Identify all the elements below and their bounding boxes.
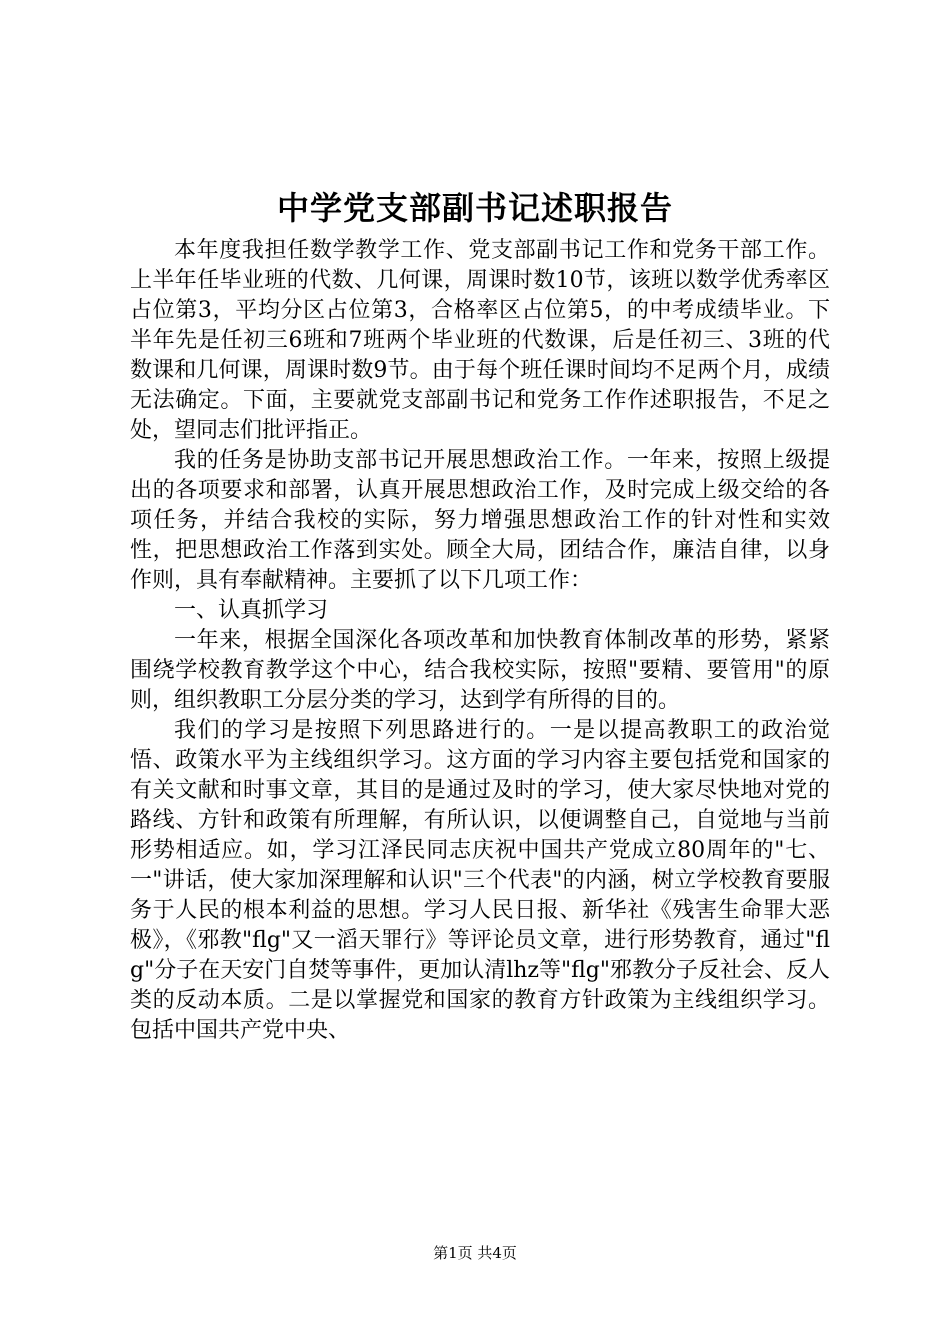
paragraph-tasks: 我的任务是协助支部书记开展思想政治工作。一年来，按照上级提出的各项要求和部署，认真开展思想政治工作，及时完成上级交给的各项任务，并结合我校的实际，努力增强思想政治工作的针对性和实效性，把思想政治工作落到实处。顾全大局，团结合作，廉洁自律，以身作则，具有奉献精神。主要抓了以下几项工作：	[130, 448, 830, 593]
document-body	[130, 236, 830, 1046]
page-number-footer: 第1页 共4页	[433, 1244, 517, 1262]
document-title: 中学党支部副书记述职报告	[276, 189, 673, 227]
paragraph-study-overview: 一年来，根据全国深化各项改革和加快教育体制改革的形势，紧紧围绕学校教育教学这个中心，结合我校实际，按照"要精、要管用"的原则，组织教职工分层分类的学习，达到学有所得的目的。	[130, 628, 830, 713]
section-heading-study: 一、认真抓学习	[174, 598, 329, 623]
paragraph-intro: 本年度我担任数学教学工作、党支部副书记工作和党务干部工作。上半年任毕业班的代数、几何课，周课时数10节，该班以数学优秀率区占位第3，平均分区占位第3，合格率区占位第5，的中考成绩毕业。下半年先是任初三6班和7班两个毕业班的代数课，后是任初三、3班的代数课和几何课，周课时数9节。由于每个班任课时间均不足两个月，成绩无法确定。下面，主要就党支部副书记和党务工作作述职报告，不足之处，望同志们批评指正。	[130, 238, 830, 443]
paragraph-study-approach: 我们的学习是按照下列思路进行的。一是以提高教职工的政治觉悟、政策水平为主线组织学习。这方面的学习内容主要包括党和国家的有关文献和时事文章，其目的是通过及时的学习，使大家尽快地对党的路线、方针和政策有所理解，有所认识，以便调整自己，自觉地与当前形势相适应。如，学习江泽民同志庆祝中国共产党成立80周年的"七、一"讲话，使大家加深理解和认识"三个代表"的内涵，树立学校教育要服务于人民的根本利益的思想。学习人民日报、新华社《残害生命罪大恶极》，《邪教"flg"又一滔天罪行》等评论员文章，进行形势教育，通过"flg"分子在天安门自焚等事件，更加认清lhz等"flg"邪教分子反社会、反人类的反动本质。二是以掌握党和国家的教育方针政策为主线组织学习。包括中国共产党中央、	[130, 718, 830, 1043]
